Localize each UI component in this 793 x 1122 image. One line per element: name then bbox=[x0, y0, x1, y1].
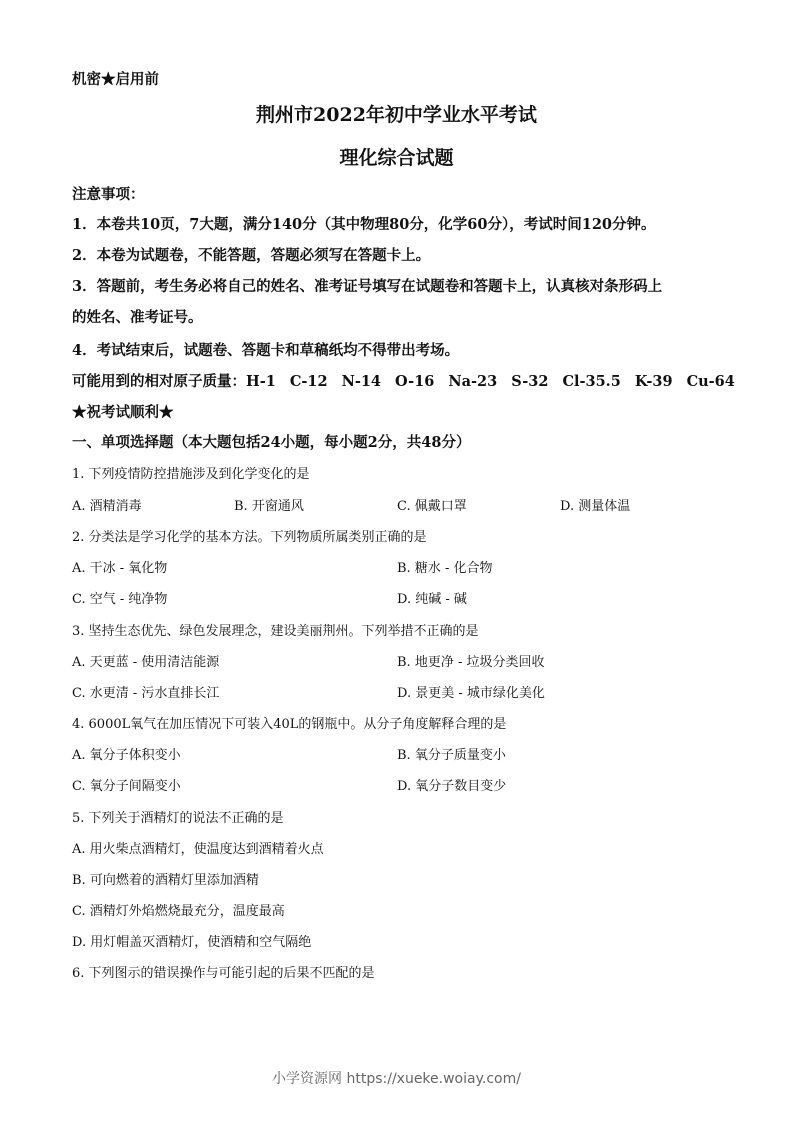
footer-watermark: 小学资源网 https://xueke.woiay.com/ bbox=[272, 1071, 521, 1087]
question-2-stem: 2. 分类法是学习化学的基本方法。下列物质所属类别正确的是 bbox=[72, 530, 427, 545]
question-4-option-a[interactable]: A. 氧分子体积变小 bbox=[72, 748, 181, 763]
notice-item-3-cont: 的姓名、准考证号。 bbox=[72, 309, 203, 326]
atomic-mass-na: Na-23 bbox=[448, 373, 498, 390]
atomic-mass-o: O-16 bbox=[395, 373, 435, 390]
question-3-option-b[interactable]: B. 地更净 - 垃圾分类回收 bbox=[397, 655, 545, 670]
section-title: 一、单项选择题（本大题包括24小题，每小题2分，共48分） bbox=[72, 434, 471, 451]
question-3-option-a[interactable]: A. 天更蓝 - 使用清洁能源 bbox=[72, 655, 220, 670]
notice-heading: 注意事项： bbox=[72, 186, 145, 203]
confidential-label: 机密★启用前 bbox=[72, 71, 159, 88]
good-luck-line: ★祝考试顺利★ bbox=[72, 404, 174, 421]
notice-item-3: 3．答题前，考生务必将自己的姓名、准考证号填写在试题卷和答题卡上，认真核对条形码上 bbox=[72, 278, 663, 295]
atomic-mass-cu: Cu-64 bbox=[686, 373, 735, 390]
atomic-mass-h: H-1 bbox=[246, 373, 276, 390]
atomic-mass-c: C-12 bbox=[289, 373, 328, 390]
question-3-option-c[interactable]: C. 水更清 - 污水直排长江 bbox=[72, 686, 220, 701]
question-5-option-c[interactable]: C. 酒精灯外焰燃烧最充分，温度最高 bbox=[72, 904, 285, 919]
atomic-mass-k: K-39 bbox=[634, 373, 673, 390]
question-5-option-d[interactable]: D. 用灯帽盖灭酒精灯，使酒精和空气隔绝 bbox=[72, 935, 312, 950]
question-2-option-d[interactable]: D. 纯碱 - 碱 bbox=[397, 592, 467, 607]
notice-item-2: 2．本卷为试题卷，不能答题，答题必须写在答题卡上。 bbox=[72, 247, 431, 264]
question-1-option-d[interactable]: D. 测量体温 bbox=[560, 499, 631, 514]
atomic-mass-label: 可能用到的相对原子质量： bbox=[72, 373, 246, 390]
question-2-option-a[interactable]: A. 干冰 - 氧化物 bbox=[72, 561, 168, 576]
question-4-option-c[interactable]: C. 氧分子间隔变小 bbox=[72, 779, 181, 794]
question-1-option-c[interactable]: C. 佩戴口罩 bbox=[397, 499, 467, 514]
question-3-stem: 3. 坚持生态优先、绿色发展理念，建设美丽荆州。下列举措不正确的是 bbox=[72, 624, 479, 639]
question-5-stem: 5. 下列关于酒精灯的说法不正确的是 bbox=[72, 811, 284, 826]
question-2-option-b[interactable]: B. 糖水 - 化合物 bbox=[397, 561, 493, 576]
question-4-stem: 4. 6000L氧气在加压情况下可装入40L的钢瓶中。从分子角度解释合理的是 bbox=[72, 717, 507, 732]
question-2-option-c[interactable]: C. 空气 - 纯净物 bbox=[72, 592, 168, 607]
question-6-stem: 6. 下列图示的错误操作与可能引起的后果不匹配的是 bbox=[72, 966, 375, 981]
atomic-mass-s: S-32 bbox=[511, 373, 549, 390]
question-4-option-b[interactable]: B. 氧分子质量变小 bbox=[397, 748, 506, 763]
notice-item-4: 4．考试结束后，试题卷、答题卡和草稿纸均不得带出考场。 bbox=[72, 342, 460, 359]
page-title: 荆州市2022年初中学业水平考试 bbox=[256, 104, 537, 126]
atomic-mass-n: N-14 bbox=[341, 373, 382, 390]
page-subtitle: 理化综合试题 bbox=[339, 147, 454, 169]
atomic-mass-cl: Cl-35.5 bbox=[562, 373, 621, 390]
question-5-option-b[interactable]: B. 可向燃着的酒精灯里添加酒精 bbox=[72, 873, 259, 888]
question-1-stem: 1. 下列疫情防控措施涉及到化学变化的是 bbox=[72, 467, 310, 482]
atomic-mass-line bbox=[72, 370, 735, 391]
question-5-option-a[interactable]: A. 用火柴点酒精灯，使温度达到酒精着火点 bbox=[72, 842, 324, 857]
question-1-option-b[interactable]: B. 开窗通风 bbox=[234, 499, 304, 514]
question-3-option-d[interactable]: D. 景更美 - 城市绿化美化 bbox=[397, 686, 545, 701]
question-1-option-a[interactable]: A. 酒精消毒 bbox=[72, 499, 142, 514]
question-4-option-d[interactable]: D. 氧分子数目变少 bbox=[397, 779, 507, 794]
notice-item-1: 1．本卷共10页，7大题，满分140分（其中物理80分，化学60分），考试时间120分钟。 bbox=[72, 216, 656, 233]
